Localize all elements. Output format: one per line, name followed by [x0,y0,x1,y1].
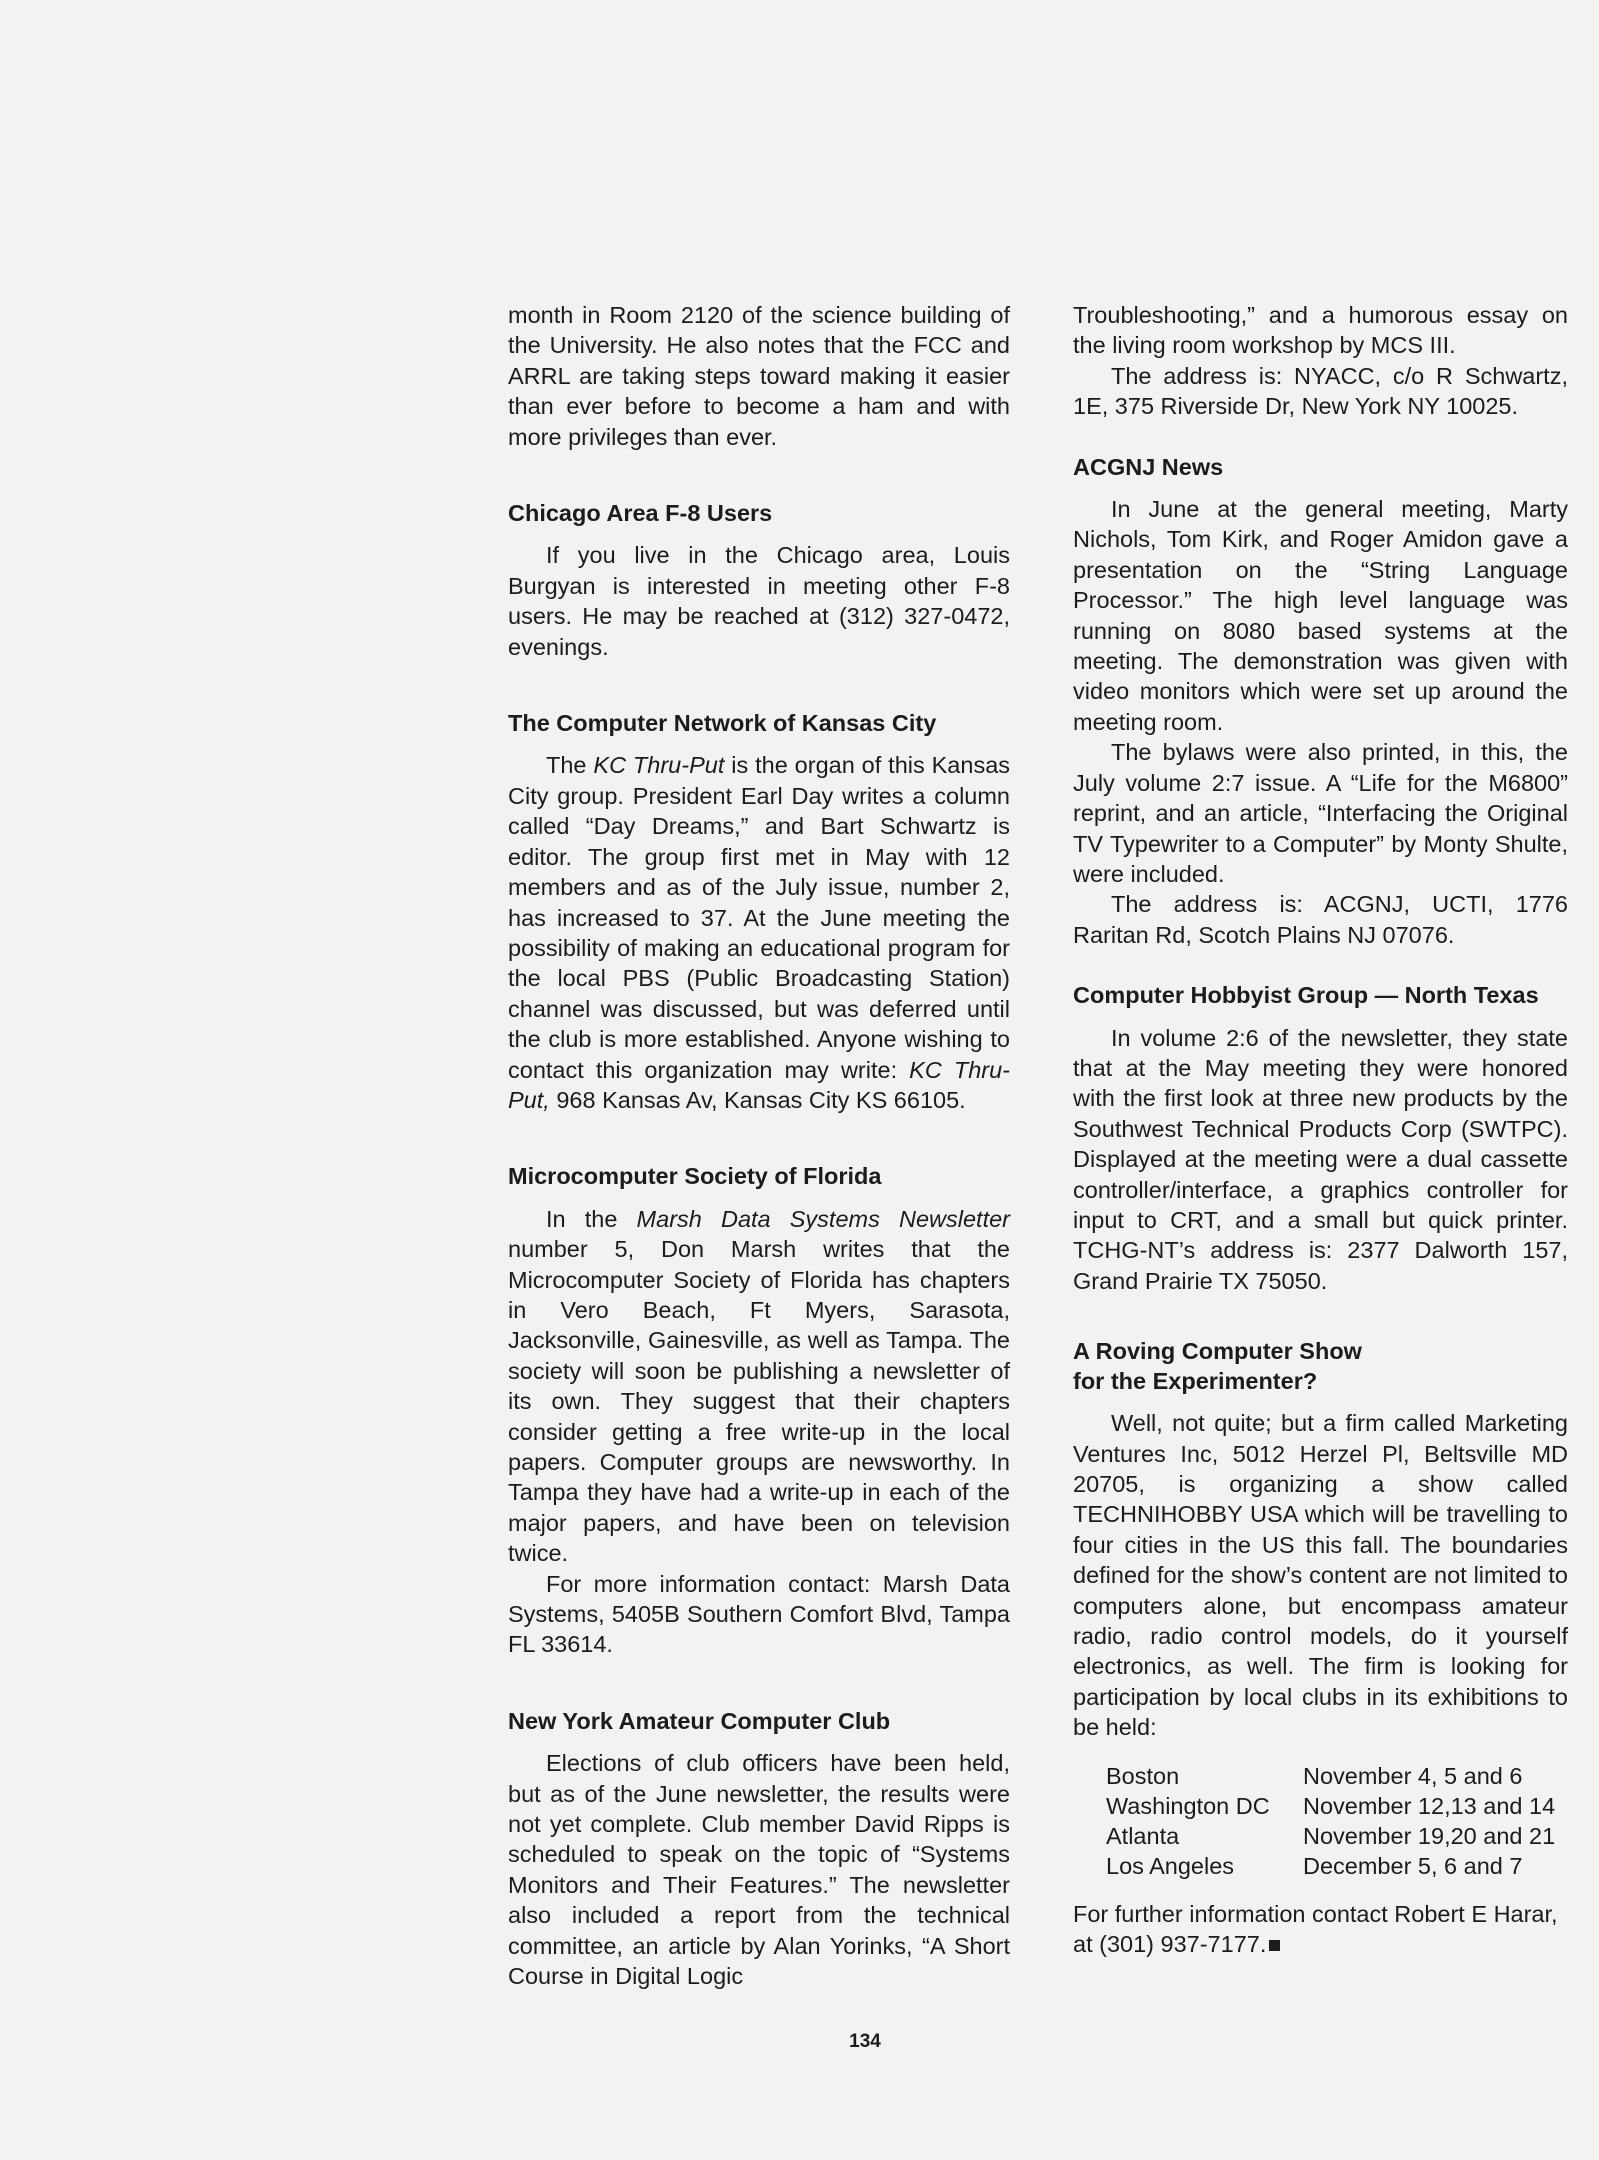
right-column [1073,300,1568,1959]
show-schedule-table [1106,1761,1555,1881]
heading-chicago: Chicago Area F-8 Users [508,500,773,527]
schedule-dates: November 19,20 and 21 [1303,1822,1556,1849]
roving-paragraph: Well, not quite; but a firm called Marketing Ventures Inc, 5012 Herzel Pl, Beltsville MD 20705, is organizing a show called TECHNIHOBBY USA which will be travelling to four cities in the US this fall. The boundaries defined for the show’s content are not limited to computers alone, but encompass amateur radio, radio control models, do it yourself electronics, as well. The firm is looking for participation by local clubs in its exhibitions to be held: [1073,1410,1568,1741]
heading-florida: Microcomputer Society of Florida [508,1163,882,1190]
acgnj-paragraph-2: The bylaws were also printed, in this, the July volume 2:7 issue. A “Life for the M6800” reprint, and an article, “Interfacing the Original TV Typewriter to a Computer” by Monty Shulte, were included. [1073,739,1568,887]
page-number: 134 [849,2031,881,2052]
acgnj-paragraph-1: In June at the general meeting, Marty Nichols, Tom Kirk, and Roger Amidon gave a presentation on the “String Language Processor.” The high level language was running on 8080 based systems at the meeting. The demonstration was given with video monitors which were set up around the meeting room. [1073,496,1568,735]
schedule-city: Los Angeles [1106,1852,1235,1879]
heading-nyacc: New York Amateur Computer Club [508,1707,891,1734]
schedule-dates: November 4, 5 and 6 [1303,1762,1523,1789]
nyacc-paragraph: Elections of club officers have been held, but as of the June newsletter, the results were not yet complete. Club member David Ripps is scheduled to speak on the topic of “Systems Monitors and Their Features.” The newsletter also included a report from the technical committee, an article by Alan Yorinks, “A Short Course in Digital Logic [508,1750,1010,1990]
schedule-city: Atlanta [1106,1822,1180,1849]
end-of-article-icon [1269,1940,1280,1951]
texas-paragraph: In volume 2:6 of the newsletter, they state that at the May meeting they were honored with the first look at three new products by the Southwest Technical Products Corp (SWTPC). Displayed at the meeting were a dual cassette controller/interface, a graphics controller for input to CRT, and a small but quick printer. TCHG-NT’s address is: 2377 Dalworth 157, Grand Prairie TX 75050. [1073,1024,1568,1294]
florida-paragraph-1: In the Marsh Data Systems Newsletter number 5, Don Marsh writes that the Microcomputer Society of Florida has chapters in Vero Beach, Ft Myers, Sarasota, Jacksonville, Gainesville, as well as Tampa. The society will soon be publishing a newsletter of its own. They suggest that their chapters consider getting a free write-up in the local papers. Computer groups are newsworthy. In Tampa they have had a write-up in each of the major papers, and have been on television twice. [508,1205,1010,1567]
acgnj-paragraph-3: The address is: ACGNJ, UCTI, 1776 Raritan Rd, Scotch Plains NJ 07076. [1073,891,1568,948]
left-column [508,300,1010,1992]
nyacc-continued-paragraph: Troubleshooting,” and a humorous essay on the living room workshop by MCS III. [1073,302,1568,359]
heading-north-texas: Computer Hobbyist Group — North Texas [1073,982,1539,1009]
schedule-dates: December 5, 6 and 7 [1303,1852,1523,1879]
schedule-city: Washington DC [1106,1792,1270,1819]
table-row [1106,1821,1555,1851]
schedule-city: Boston [1106,1762,1180,1789]
chicago-paragraph: If you live in the Chicago area, Louis Burgyan is interested in meeting other F-8 users. He may be reached at (312) 327-0472, evenings. [508,542,1010,660]
schedule-dates: November 12,13 and 14 [1303,1792,1556,1819]
table-row [1106,1851,1555,1881]
closing-paragraph: For further information contact Robert E Harar, at (301) 937-7177. [1073,1900,1558,1958]
table-row [1106,1791,1555,1821]
kansas-paragraph: The KC Thru-Put is the organ of this Kansas City group. President Earl Day writes a column called “Day Dreams,” and Bart Schwartz is editor. The group first met in May with 12 members and as of the July issue, number 2, has increased to 37. At the June meeting the possibility of making an educational program for the local PBS (Public Broadcasting Station) channel was discussed, but was deferred until the club is more established. Anyone wishing to contact this organization may write: KC Thru-Put, 968 Kansas Av, Kansas City KS 66105. [508,752,1011,1113]
table-row [1106,1761,1555,1791]
nyacc-address-paragraph: The address is: NYACC, c/o R Schwartz, 1E, 375 Riverside Dr, New York NY 10025. [1073,362,1568,420]
heading-roving-show: A Roving Computer Show for the Experimenter? [1073,1338,1362,1395]
publication-title: KC Thru-Put, [508,1056,1010,1113]
publication-title: Marsh Data Systems Newsletter [636,1205,1010,1232]
heading-acgnj: ACGNJ News [1073,453,1224,480]
florida-paragraph-2: For more information contact: Marsh Data Systems, 5405B Southern Comfort Blvd, Tampa FL 33614. [508,1570,1010,1658]
publication-title: KC Thru-Put [593,752,725,779]
intro-paragraph: month in Room 2120 of the science building of the University. He also notes that the FCC and ARRL are taking steps toward making it easier than ever before to become a ham and with more privileges than ever. [508,302,1010,450]
heading-kansas-city: The Computer Network of Kansas City [508,710,937,737]
